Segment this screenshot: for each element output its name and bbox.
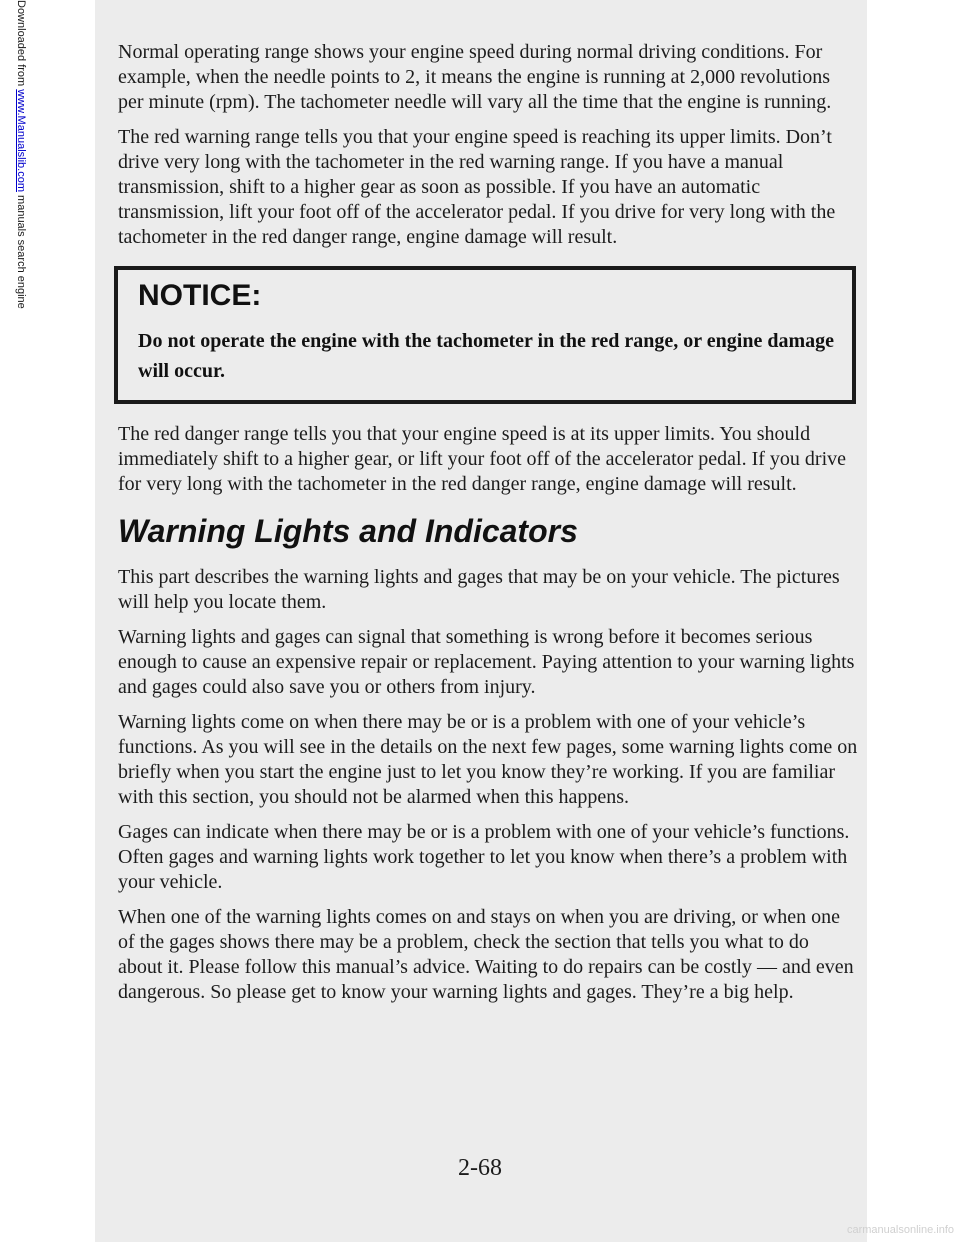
notice-title: NOTICE: xyxy=(138,279,262,312)
paragraph-warning-lights-come-on: Warning lights come on when there may be or is a problem with one of your vehicle’s functions. As you will see in the details on the next few pages, some warning lights come on briefly when you start the engine just to let you know they’re working. If you are familiar with this section, you should not be alarmed when this happens. xyxy=(118,711,858,808)
page-number: 2-68 xyxy=(458,1155,502,1181)
manualslib-link[interactable]: www.Manualslib.com xyxy=(15,89,27,192)
paragraph-check-section: When one of the warning lights comes on and stays on when you are driving, or when one of the gages shows there may be a problem, check the section that tells you what to do about it. Please follow this manual’s advice. Waiting to do repairs can be costly — and even dangerous. So please get to know your warning lights and gages. They’re a big help. xyxy=(118,906,854,1003)
manual-page xyxy=(95,0,867,1242)
section-heading: Warning Lights and Indicators xyxy=(118,513,578,549)
paragraph-section-intro: This part describes the warning lights and gages that may be on your vehicle. The pictures will help you locate them. xyxy=(118,566,840,613)
page-content xyxy=(118,40,858,1015)
watermark: carmanualsonline.info xyxy=(846,1224,954,1236)
paragraph-normal-range: Normal operating range shows your engine speed during normal driving conditions. For example, when the needle points to 2, it means the engine is running at 2,000 revolutions per minute (rpm). The tachometer needle will vary all the time that the engine is running. xyxy=(118,41,832,113)
banner-prefix: Downloaded from xyxy=(15,0,27,90)
paragraph-red-danger-range: The red danger range tells you that your engine speed is at its upper limits. You should immediately shift to a higher gear, or lift your foot off of the accelerator pedal. If you drive for very long with the tachometer in the red danger range, engine damage will result. xyxy=(118,423,847,495)
download-banner xyxy=(14,0,28,309)
banner-suffix: manuals search engine xyxy=(15,191,27,309)
paragraph-warning-signal: Warning lights and gages can signal that something is wrong before it becomes serious enough to cause an expensive repair or replacement. Paying attention to your warning lights and gages could also save you or others from injury. xyxy=(118,626,855,698)
notice-text: Do not operate the engine with the tachometer in the red range, or engine damage will occur. xyxy=(138,330,835,382)
notice-box xyxy=(114,266,856,404)
paragraph-red-warning-range: The red warning range tells you that your engine speed is reaching its upper limits. Don’t drive very long with the tachometer in the red warning range. If you have a manual transmission, shift to a higher gear as soon as possible. If you have an automatic transmission, lift your foot off of the accelerator pedal. If you drive for very long with the tachometer in the red danger range, engine damage will result. xyxy=(118,126,836,248)
paragraph-gages-indicate: Gages can indicate when there may be or is a problem with one of your vehicle’s functions. Often gages and warning lights work together to let you know when there’s a problem with your vehicle. xyxy=(118,821,850,893)
